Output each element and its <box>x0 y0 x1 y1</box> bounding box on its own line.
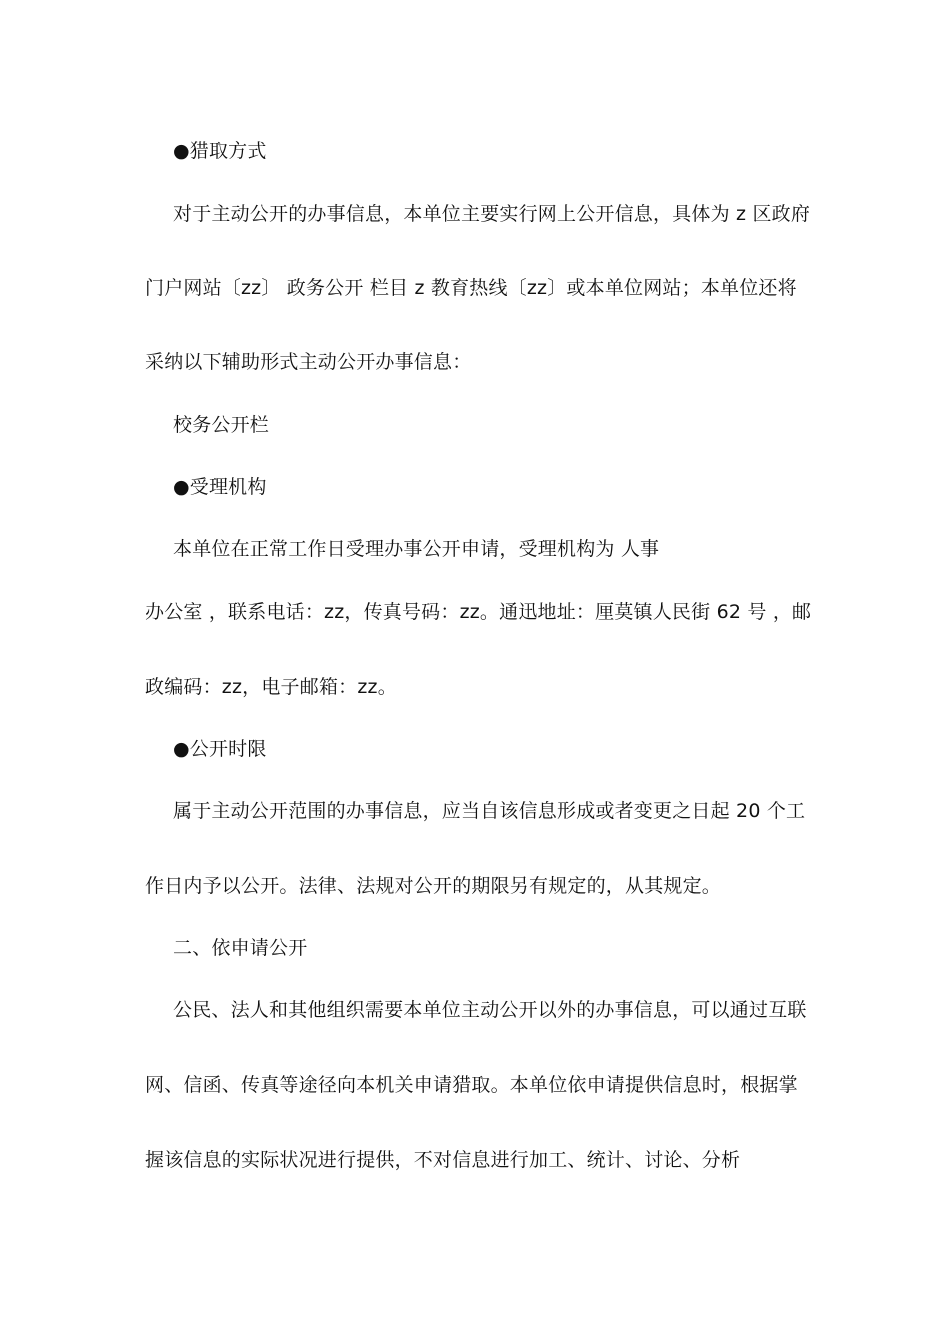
paragraph-line: 网、信函、传真等途径向本机关申请猎取。本单位依申请提供信息时，根据掌 <box>145 1074 798 1096</box>
paragraph-line: 作日内予以公开。法律、法规对公开的期限另有规定的，从其规定。 <box>145 875 722 897</box>
heading-access-method: ●猎取方式 <box>173 140 267 162</box>
paragraph-line: 握该信息的实际状况进行提供，不对信息进行加工、统计、讨论、分析 <box>145 1149 741 1171</box>
paragraph-line: 本单位在正常工作日受理办事公开申请，受理机构为 人事 <box>173 538 660 560</box>
paragraph-line: 校务公开栏 <box>173 414 270 436</box>
heading-receiving-agency: ●受理机构 <box>173 476 267 498</box>
heading-disclosure-time-limit: ●公开时限 <box>173 738 267 760</box>
paragraph-line: 政编码：zz，电子邮箱：zz。 <box>145 676 397 698</box>
paragraph-line: 办公室 ，联系电话：zz，传真号码：zz。通迅地址：厘莫镇人民街 62 号 ，邮 <box>145 601 812 623</box>
section-heading-on-request: 二、依申请公开 <box>173 937 308 959</box>
paragraph-line: 门户网站〔zz〕 政务公开 栏目 z 教育热线〔zz〕或本单位网站；本单位还将 <box>145 277 797 299</box>
paragraph-line: 属于主动公开范围的办事信息，应当自该信息形成或者变更之日起 20 个工 <box>173 800 806 822</box>
paragraph-line: 公民、法人和其他组织需要本单位主动公开以外的办事信息，可以通过互联 <box>173 999 807 1021</box>
paragraph-line: 采纳以下辅助形式主动公开办事信息： <box>145 351 472 373</box>
paragraph-line: 对于主动公开的办事信息，本单位主要实行网上公开信息，具体为 z 区政府 <box>173 203 811 225</box>
